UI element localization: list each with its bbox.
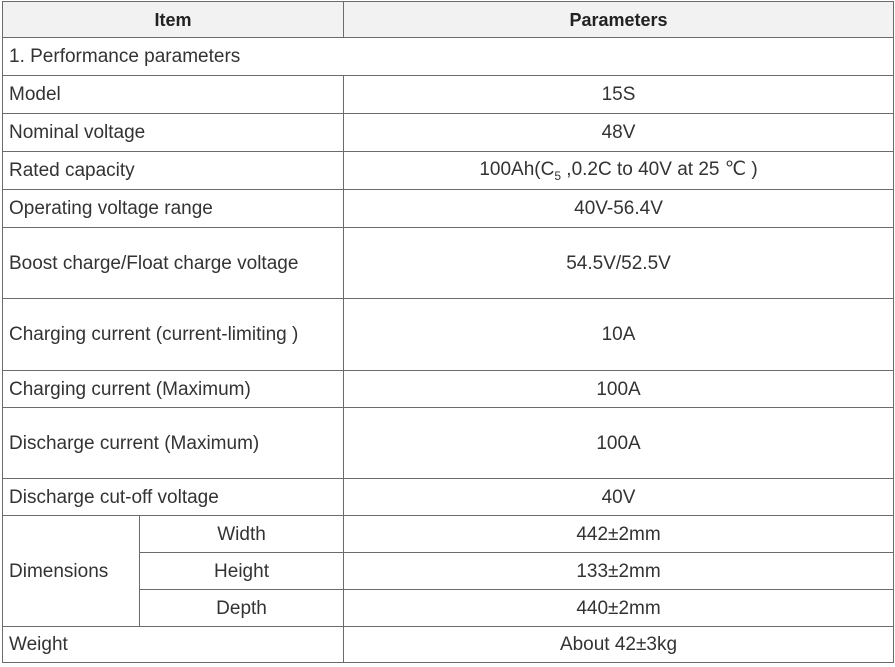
row-label: Operating voltage range xyxy=(3,190,344,228)
section-row xyxy=(3,38,894,76)
dimension-depth-label: Depth xyxy=(140,590,344,627)
dimension-depth-value: 440±2mm xyxy=(344,590,894,627)
header-row xyxy=(3,2,894,38)
rated-capacity-subscript: 5 xyxy=(554,168,562,183)
row-label: Nominal voltage xyxy=(3,114,344,152)
table-row xyxy=(3,479,894,516)
row-value: 100A xyxy=(344,371,894,408)
row-label: Discharge cut-off voltage xyxy=(3,479,344,516)
table-row xyxy=(3,190,894,228)
row-value: 40V-56.4V xyxy=(344,190,894,228)
table-row xyxy=(3,627,894,663)
weight-label: Weight xyxy=(3,627,344,663)
row-value: 100A xyxy=(344,408,894,479)
specification-table xyxy=(2,1,894,663)
row-value: 48V xyxy=(344,114,894,152)
row-label: Rated capacity xyxy=(3,152,344,190)
dimensions-label: Dimensions xyxy=(3,516,140,627)
row-label: Charging current (current-limiting ) xyxy=(3,299,344,371)
table-row xyxy=(3,76,894,114)
row-label: Charging current (Maximum) xyxy=(3,371,344,408)
table-row xyxy=(3,371,894,408)
section-title: 1. Performance parameters xyxy=(3,38,894,76)
dimension-height-value: 133±2mm xyxy=(344,553,894,590)
dimension-width-value: 442±2mm xyxy=(344,516,894,553)
row-label: Discharge current (Maximum) xyxy=(3,408,344,479)
dimension-width-label: Width xyxy=(140,516,344,553)
row-label: Model xyxy=(3,76,344,114)
header-item: Item xyxy=(3,2,344,38)
table-row xyxy=(3,228,894,299)
table-row xyxy=(3,299,894,371)
rated-capacity-prefix: 100Ah(C xyxy=(479,158,555,180)
row-label: Boost charge/Float charge voltage xyxy=(3,228,344,299)
row-value xyxy=(344,152,894,190)
row-value: 10A xyxy=(344,299,894,371)
weight-value: About 42±3kg xyxy=(344,627,894,663)
table-row xyxy=(3,516,894,553)
table-row xyxy=(3,152,894,190)
row-value: 15S xyxy=(344,76,894,114)
table-row xyxy=(3,408,894,479)
table-row xyxy=(3,114,894,152)
dimension-height-label: Height xyxy=(140,553,344,590)
header-parameters: Parameters xyxy=(344,2,894,38)
rated-capacity-suffix: ,0.2C to 40V at 25 ℃ ) xyxy=(561,158,758,180)
row-value: 40V xyxy=(344,479,894,516)
row-value: 54.5V/52.5V xyxy=(344,228,894,299)
